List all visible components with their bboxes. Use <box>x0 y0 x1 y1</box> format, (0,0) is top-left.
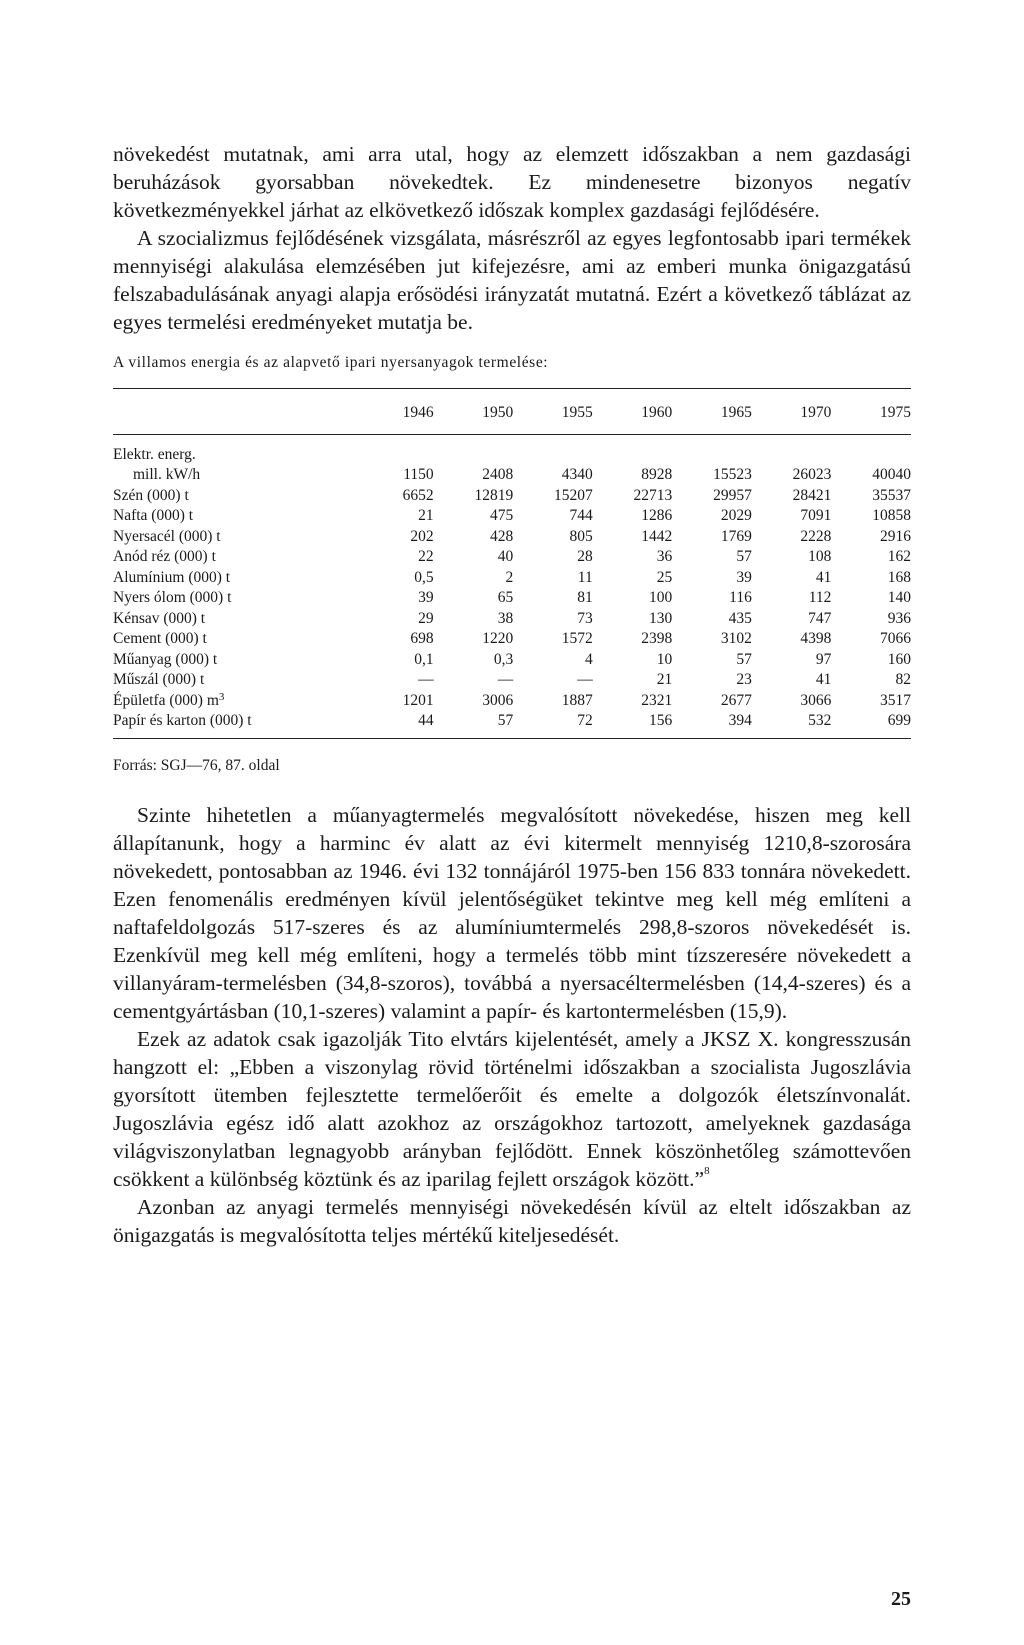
table-row <box>113 670 911 691</box>
value-cell: 25 <box>656 568 673 586</box>
value-cell: 81 <box>577 589 593 606</box>
year-header: 1965 <box>720 404 752 421</box>
value-cell: 15523 <box>713 466 752 483</box>
value-cell: 82 <box>895 671 911 688</box>
row-label: Nafta (000) t <box>113 507 194 524</box>
value-cell: 1572 <box>561 630 593 647</box>
value-cell: 10858 <box>872 507 911 524</box>
value-cell: 29 <box>418 609 434 627</box>
value-cell: 2677 <box>720 691 752 709</box>
value-cell: 22713 <box>633 486 673 504</box>
value-cell: 747 <box>808 609 832 627</box>
value-cell: 4340 <box>561 466 593 483</box>
value-cell: 57 <box>497 712 514 729</box>
row-label: Nyersacél (000) t <box>113 527 221 545</box>
table-row <box>113 711 911 738</box>
value-cell: 1442 <box>641 527 673 545</box>
value-cell: 435 <box>728 609 752 627</box>
value-cell: 29957 <box>713 486 752 504</box>
body-paragraph-3: Azonban az anyagi termelés mennyiségi növekedésén kívül az eltelt időszakban az önigazgatás is megvalósította teljes mértékű kiteljesedését. <box>113 1194 911 1247</box>
value-cell: 3006 <box>482 691 514 709</box>
value-cell: — <box>497 671 514 688</box>
value-cell: 65 <box>497 589 514 606</box>
table-row <box>113 588 911 609</box>
value-cell: 21 <box>418 507 434 524</box>
value-cell: 6652 <box>402 486 434 504</box>
value-cell: 15207 <box>553 486 593 504</box>
value-cell: 108 <box>808 548 832 565</box>
table-row <box>113 629 911 650</box>
table-body <box>113 434 911 738</box>
value-cell: 3066 <box>800 691 832 709</box>
value-cell: 57 <box>736 650 752 668</box>
value-cell: 1887 <box>561 691 593 709</box>
intro-paragraph-2: A szocializmus fejlődésének vizsgálata, másrészről az egyes legfontosabb ipari termékek mennyiségi alakulása elemzésében jut kifejezésre, ami az emberi munka önigazgatású felszabadulásának anyagi alapja erősödési irányzatát mutatná. Ezért a következő táblázat az egyes termelési eredményeket mutatja be. <box>113 226 911 334</box>
value-cell: 2321 <box>641 691 673 709</box>
row-label: Alumínium (000) t <box>113 568 231 586</box>
value-cell: 57 <box>736 548 752 565</box>
value-cell: 2408 <box>482 466 514 483</box>
row-label: mill. kW/h <box>133 466 201 483</box>
value-cell: 116 <box>729 589 752 606</box>
body-paragraph-1: Szinte hihetetlen a műanyagtermelés megvalósított növekedése, hiszen meg kell állapítanunk, hogy a harminc év alatt az évi kitermelt mennyiség 1210,8-szorosára növekedett, pontosabban az 1946. évi 132 tonnájáról 1975-ben 156 833 tonnára növekedett. Ezen fenomenális eredményen kívül jelentőségüket tekintve meg kell még említeni a naftafeldolgozás 517-szeres és az alumíniumtermelés 298,8-szoros növekedését is. Ezenkívül meg kell még említeni, hogy a termelés több mint tízszeresére növekedett a villanyáram-termelésben (34,8-szoros), továbbá a nyersacéltermelésben (14,4-szeres) és a cementgyártásban (10,1-szeres) valamint a papír- és kartontermelésben (15,9). <box>113 802 911 1023</box>
value-cell: 394 <box>728 712 752 729</box>
value-cell: 744 <box>569 507 593 524</box>
value-cell: 97 <box>815 650 832 668</box>
value-cell: — <box>577 671 593 688</box>
table-row <box>113 547 911 568</box>
value-cell: 7066 <box>880 630 911 647</box>
value-cell: 2 <box>505 568 514 586</box>
value-cell: 936 <box>887 609 911 627</box>
row-label: Nyers ólom (000) t <box>113 589 232 606</box>
table-row <box>113 609 911 630</box>
table-row <box>113 434 911 465</box>
row-label: Anód réz (000) t <box>113 548 216 565</box>
value-cell: 2029 <box>720 507 752 524</box>
table-source: Forrás: SGJ—76, 87. oldal <box>113 756 280 774</box>
value-cell: 112 <box>808 589 832 606</box>
value-cell: 202 <box>410 527 434 545</box>
page-number: 25 <box>891 1588 911 1610</box>
row-label: Elektr. energ. <box>113 445 196 463</box>
value-cell: 12819 <box>474 486 514 504</box>
value-cell: 3102 <box>720 630 752 647</box>
year-header: 1946 <box>402 404 434 421</box>
value-cell: — <box>418 671 434 688</box>
value-cell: 72 <box>577 712 593 729</box>
value-cell: 38 <box>497 609 514 627</box>
table-header-row <box>113 389 911 435</box>
value-cell: 2398 <box>641 630 673 647</box>
page-content <box>113 140 911 1249</box>
value-cell: 28 <box>577 548 593 565</box>
table-row <box>113 568 911 589</box>
value-cell: 28421 <box>792 486 832 504</box>
body-paragraph-2-text: Ezek az adatok csak igazolják Tito elvtárs kijelentését, amely a JKSZ X. kongresszusán hangzott el: „Ebben a viszonylag rövid történelmi időszakban a szocialista Jugoszlávia gyorsított ütemben fejlesztette termelőerőit és emelte a dolgozók életszínvonalát. Jugoszlávia egész idő alatt azokhoz az országokhoz tartozott, amelyeknek gazdasága világviszonylatban legnagyobb arányban fejlődött. Ennek köszönhetőleg számottevően csökkent a különbség köztünk és az iparilag fejlett országok között.” <box>113 1026 911 1191</box>
table-row <box>113 465 911 486</box>
value-cell: 10 <box>656 650 673 668</box>
table-row <box>113 486 911 507</box>
value-cell: 0,1 <box>414 650 434 668</box>
row-label: Kénsav (000) t <box>113 609 206 627</box>
value-cell: 532 <box>808 712 832 729</box>
year-header: 1970 <box>800 404 832 421</box>
row-label: Papír és karton (000) t <box>113 712 252 729</box>
value-cell: 11 <box>577 568 593 586</box>
footnote-reference: 8 <box>704 1164 710 1177</box>
row-label: Épületfa (000) $m^3$ <box>113 690 225 709</box>
value-cell: 8928 <box>641 466 673 483</box>
year-header: 1960 <box>641 404 673 421</box>
value-cell: 0,3 <box>493 650 514 668</box>
value-cell: 1150 <box>403 466 434 483</box>
header-label-cell <box>113 389 354 435</box>
value-cell: 44 <box>418 712 434 729</box>
value-cell: 130 <box>649 609 673 627</box>
value-cell: 3517 <box>880 691 911 709</box>
value-cell: 1220 <box>482 630 514 647</box>
value-cell: 4 <box>584 650 593 668</box>
value-cell: 168 <box>887 568 911 586</box>
table-row <box>113 650 911 671</box>
row-label: Szén (000) t <box>113 486 189 504</box>
value-cell: 140 <box>887 589 911 606</box>
row-label: Műszál (000) t <box>113 671 205 688</box>
year-header: 1975 <box>880 404 911 421</box>
value-cell: 39 <box>736 568 752 586</box>
value-cell: 698 <box>410 630 434 647</box>
body-paragraph-2 <box>113 1025 911 1193</box>
value-cell: 26023 <box>792 466 832 483</box>
value-cell: 73 <box>577 609 593 627</box>
value-cell: 699 <box>887 712 911 729</box>
value-cell: 156 <box>649 712 673 729</box>
value-cell: 2228 <box>800 527 832 545</box>
row-label: Cement (000) t <box>113 630 207 647</box>
year-header: 1955 <box>561 404 593 421</box>
value-cell: 21 <box>656 671 673 688</box>
table-row <box>113 506 911 527</box>
value-cell: 7091 <box>800 507 832 524</box>
value-cell: 36 <box>656 548 673 565</box>
value-cell: 41 <box>815 568 832 586</box>
value-cell: 1201 <box>402 691 434 709</box>
value-cell: 0,5 <box>414 568 434 586</box>
value-cell: 23 <box>736 671 752 688</box>
value-cell: 162 <box>887 548 911 565</box>
value-cell: 2916 <box>880 527 911 545</box>
value-cell: 100 <box>649 589 673 606</box>
value-cell: 39 <box>418 589 434 606</box>
table-caption: A villamos energia és az alapvető ipari nyersanyagok termelése: <box>113 354 549 371</box>
value-cell: 4398 <box>800 630 832 647</box>
intro-paragraph-1: növekedést mutatnak, ami arra utal, hogy az elemzett időszakban a nem gazdasági beruházások gyorsabban növekedtek. Ez mindenesetre bizonyos negatív következményekkel járhat az elkövetkező időszak komplex gazdasági fejlődésére. <box>113 142 911 222</box>
value-cell: 475 <box>489 507 514 524</box>
value-cell: 40 <box>497 548 514 565</box>
value-cell: 22 <box>418 548 434 565</box>
value-cell: 1286 <box>641 507 673 524</box>
value-cell: 428 <box>489 527 514 545</box>
table-row <box>113 691 911 712</box>
value-cell: 41 <box>815 671 832 688</box>
value-cell: 40040 <box>872 466 911 483</box>
production-table <box>113 388 911 739</box>
year-header: 1950 <box>482 404 514 421</box>
row-label: Műanyag (000) t <box>113 650 218 668</box>
value-cell: 805 <box>569 527 593 545</box>
value-cell: 1769 <box>720 527 752 545</box>
table-row <box>113 527 911 548</box>
value-cell: 35537 <box>872 486 911 504</box>
unit-superscript: 3 <box>218 690 225 703</box>
value-cell: 160 <box>887 650 911 668</box>
